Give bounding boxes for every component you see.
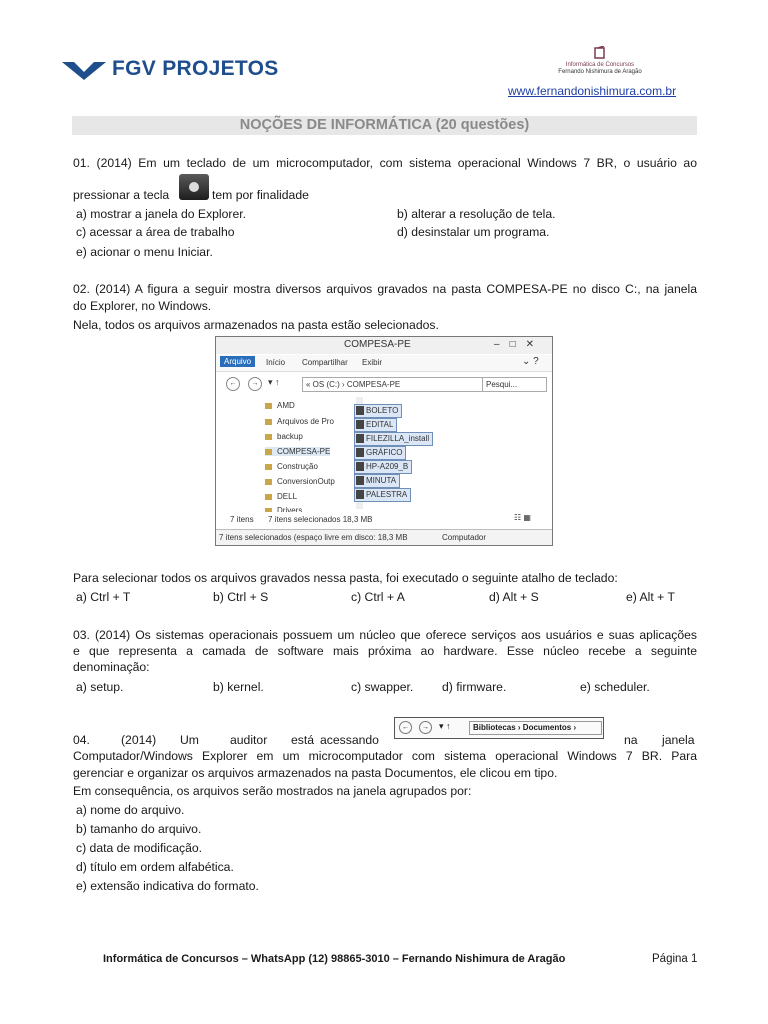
- q2-option-e: e) Alt + T: [626, 590, 675, 604]
- tree-item: DELL: [265, 492, 297, 501]
- q2-line3: Nela, todos os arquivos armazenados na pasta estão selecionados.: [73, 318, 439, 332]
- q1-option-e: e) acionar o menu Iniciar.: [76, 245, 213, 259]
- file-item: PALESTRA: [354, 488, 411, 502]
- q2-option-d: d) Alt + S: [489, 590, 539, 604]
- back-arrow-icon: ←: [399, 721, 412, 734]
- q2-line1: 02. (2014) A figura a seguir mostra diversos arquivos gravados na pasta COMPESA-PE no disco C:, na janela: [73, 282, 697, 296]
- tree-item: Construção: [265, 462, 318, 471]
- forward-arrow-icon: →: [248, 377, 262, 391]
- forward-arrow-icon: →: [419, 721, 432, 734]
- status-count: 7 itens: [230, 515, 254, 524]
- file-item: FILEZILLA_install: [354, 432, 433, 446]
- q4-word: auditor: [230, 733, 268, 747]
- q4-line3: gerenciar e organizar os arquivos armazenados na pasta Documentos, ele clicou em tipo.: [73, 766, 558, 780]
- menu-arquivo: Arquivo: [220, 356, 255, 367]
- brand-logo-icon: [593, 46, 607, 60]
- file-item: HP-A209_B: [354, 460, 412, 474]
- view-toggle-icon: ☷ ▦: [514, 513, 531, 522]
- q3-option-d: d) firmware.: [442, 680, 507, 694]
- statusbar-right: Computador: [442, 533, 487, 542]
- q2-option-a: a) Ctrl + T: [76, 590, 131, 604]
- search-box: Pesqui...: [482, 377, 547, 392]
- q4-option-d: d) título em ordem alfabética.: [76, 860, 234, 874]
- statusbar-left: 7 itens selecionados (espaço livre em disco: 18,3 MB: [219, 533, 408, 542]
- q1-before-icon: pressionar a tecla: [73, 188, 170, 202]
- website-link[interactable]: www.fernandonishimura.com.br: [508, 84, 677, 98]
- menu-exibir: Exibir: [362, 358, 383, 367]
- window-controls-icon: –□✕: [494, 339, 544, 350]
- menu-compartilhar: Compartilhar: [302, 358, 348, 367]
- q2-option-c: c) Ctrl + A: [351, 590, 405, 604]
- menu-inicio: Início: [266, 358, 286, 367]
- q3-option-e: e) scheduler.: [580, 680, 650, 694]
- q1-after-icon: tem por finalidade: [212, 188, 309, 202]
- breadcrumb-image: [394, 717, 604, 739]
- q3-line1: 03. (2014) Os sistemas operacionais possuem um núcleo que oferece serviços aos usuários e suas aplicações: [73, 628, 697, 642]
- q4-word: 04.: [73, 733, 90, 747]
- page-title: NOÇÕES DE INFORMÁTICA (20 questões): [239, 117, 530, 133]
- explorer-screenshot: [215, 336, 553, 546]
- help-icon: ⌄ ?: [522, 356, 539, 367]
- brand-line1: Informática de Concursos: [565, 62, 635, 68]
- q3-line2: e que representa a camada de software mais próxima ao hardware. Esse núcleo recebe a seguinte: [73, 644, 697, 658]
- brand-block: [545, 46, 655, 76]
- tree-item: backup: [265, 432, 303, 441]
- q4-line2: Computador/Windows Explorer em um microcomputador com sistema operacional Windows 7 BR. Para: [73, 749, 697, 763]
- footer-text: Informática de Concursos – WhatsApp (12) 98865-3010 – Fernando Nishimura de Aragão: [103, 953, 566, 965]
- explorer-navbar: [216, 374, 552, 393]
- q4-option-a: a) nome do arquivo.: [76, 803, 185, 817]
- q3-option-a: a) setup.: [76, 680, 124, 694]
- logo-text: FGV PROJETOS: [112, 57, 279, 80]
- tree-item: Arquivos de Pro: [265, 417, 334, 426]
- q3-option-c: c) swapper.: [351, 680, 414, 694]
- q4-word: está: [291, 733, 315, 747]
- q2-option-b: b) Ctrl + S: [213, 590, 269, 604]
- file-item: EDITAL: [354, 418, 397, 432]
- q4-word: Um: [180, 733, 199, 747]
- q1-line1: 01. (2014) Em um teclado de um microcomputador, com sistema operacional Windows 7 BR, o usuário ao: [73, 156, 697, 170]
- file-item: GRÁFICO: [354, 446, 406, 460]
- tree-item: AMD: [265, 401, 295, 410]
- tree-item: ConversionOutp: [265, 477, 335, 486]
- windows-key-icon: [179, 174, 209, 200]
- address-bar: « OS (C:) › COMPESA-PE: [302, 377, 483, 392]
- q2-question: Para selecionar todos os arquivos gravados nessa pasta, foi executado o seguinte atalho de teclado:: [73, 571, 618, 585]
- explorer-window-title: COMPESA-PE: [344, 339, 411, 350]
- q1-option-d: d) desinstalar um programa.: [397, 225, 550, 239]
- explorer-titlebar: [216, 337, 552, 354]
- q4-word: janela: [662, 733, 695, 747]
- q4-word: acessando: [320, 733, 379, 747]
- tree-item-selected: COMPESA-PE: [265, 447, 330, 456]
- page-number: Página 1: [652, 953, 698, 965]
- q1-option-a: a) mostrar a janela do Explorer.: [76, 207, 247, 221]
- q4-word: na: [624, 733, 638, 747]
- fgv-chevron-icon: [62, 58, 106, 80]
- q3-option-b: b) kernel.: [213, 680, 264, 694]
- q3-line3: denominação:: [73, 660, 150, 674]
- up-arrow-icon: ▾ ↑: [439, 721, 451, 731]
- q2-line2: do Explorer, no Windows.: [73, 299, 212, 313]
- file-item: MINUTA: [354, 474, 400, 488]
- brand-line2: Fernando Nishimura de Aragão: [558, 69, 642, 75]
- q4-option-c: c) data de modificação.: [76, 841, 203, 855]
- q4-option-b: b) tamanho do arquivo.: [76, 822, 202, 836]
- fgv-logo: [62, 56, 279, 82]
- explorer-statusbar: [216, 529, 552, 545]
- status-selected: 7 itens selecionados 18,3 MB: [268, 515, 373, 524]
- q4-word: (2014): [121, 733, 157, 747]
- q1-option-b: b) alterar a resolução de tela.: [397, 207, 556, 221]
- q4-option-e: e) extensão indicativa do formato.: [76, 879, 259, 893]
- breadcrumb: Bibliotecas › Documentos ›: [469, 721, 602, 735]
- back-arrow-icon: ←: [226, 377, 240, 391]
- q4-line4: Em consequência, os arquivos serão mostrados na janela agrupados por:: [73, 784, 472, 798]
- file-item: BOLETO: [354, 404, 402, 418]
- up-arrow-icon: ▾ ↑: [268, 377, 280, 387]
- explorer-ribbon: [216, 355, 552, 372]
- q1-option-c: c) acessar a área de trabalho: [76, 225, 235, 239]
- tree-item: Drivers: [265, 506, 302, 512]
